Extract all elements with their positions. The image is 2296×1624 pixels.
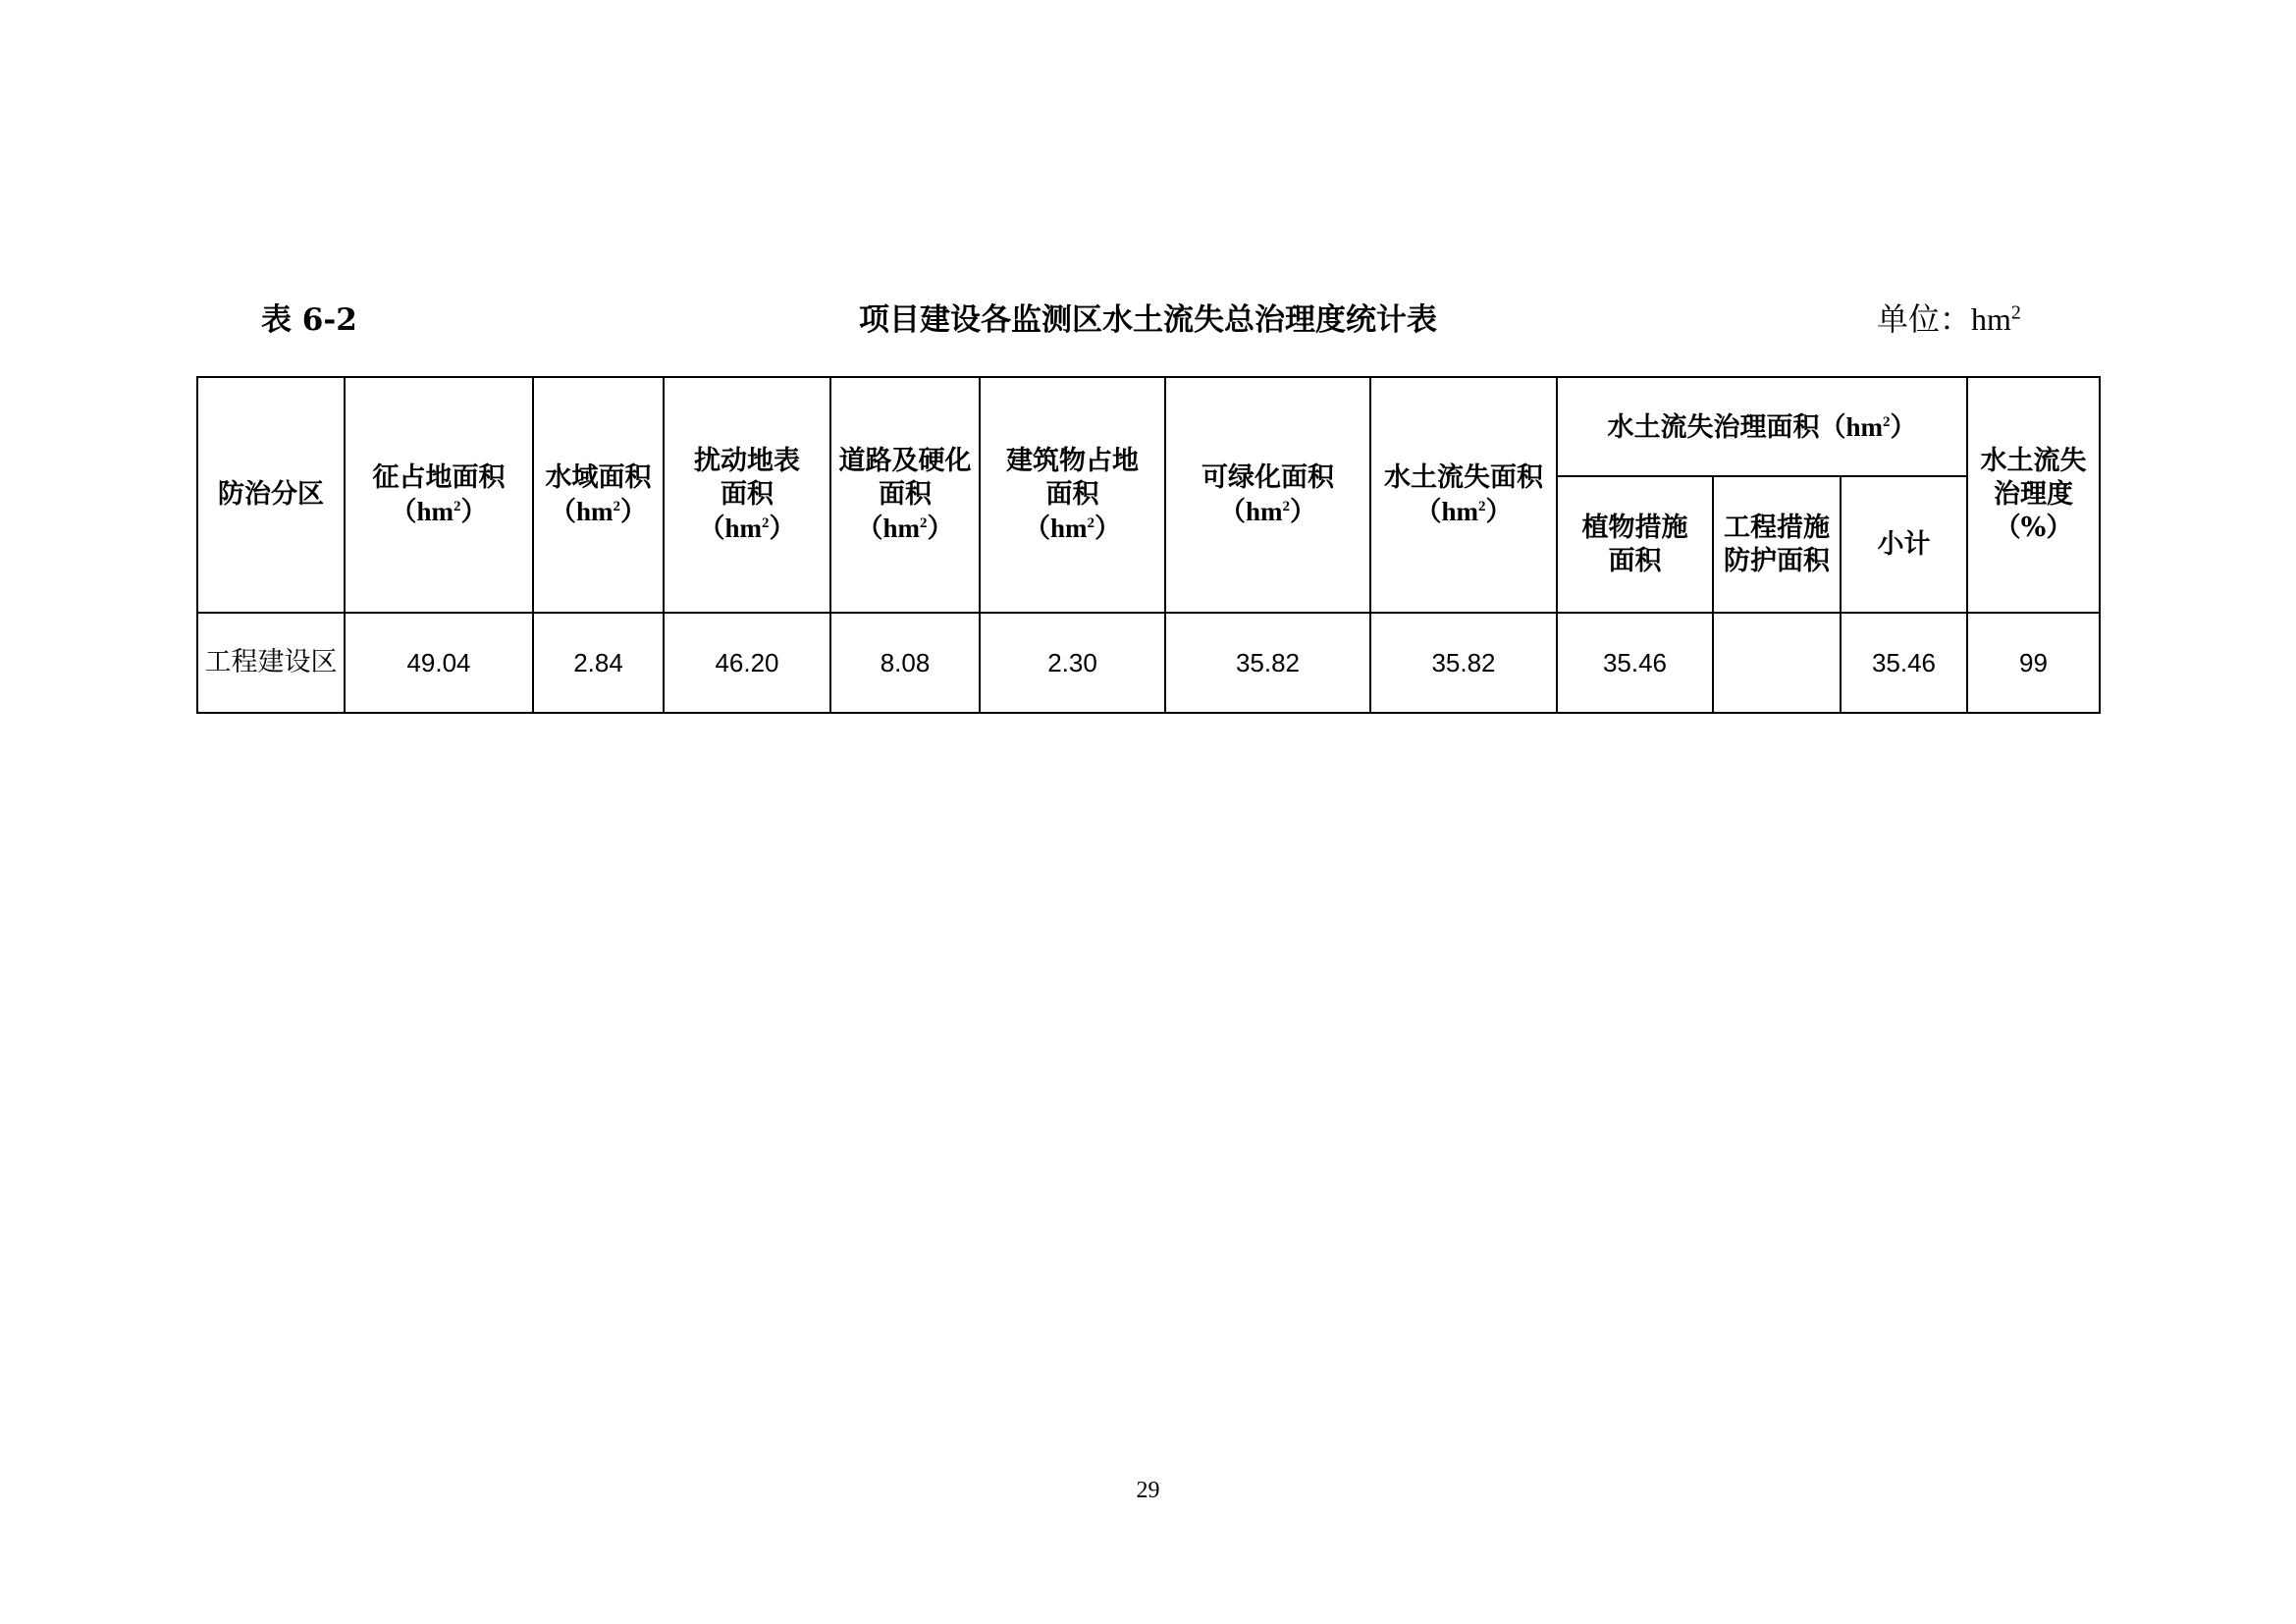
unit-label: 单位：hm xyxy=(1877,301,2011,337)
header-treated-area-group: 水土流失治理面积$(hm^2)$ xyxy=(1557,377,1967,476)
cell-water-area: 2.84 xyxy=(533,613,664,713)
cell-land-area: 49.04 xyxy=(345,613,533,713)
cell-erosion-area: 35.82 xyxy=(1370,613,1557,713)
header-building-area: 建筑物占地 面积 $(hm^2)$ xyxy=(980,377,1165,613)
header-disturbed-area: 扰动地表 面积 $(hm^2)$ xyxy=(664,377,830,613)
header-treatment-degree: 水土流失 治理度 （%） xyxy=(1967,377,2100,613)
table-row xyxy=(197,613,2100,713)
table-number: 表 6-2 xyxy=(261,302,357,338)
cell-building-area: 2.30 xyxy=(980,613,1165,713)
table-title: 项目建设各监测区水土流失总治理度统计表 xyxy=(859,302,1437,338)
cell-subtotal: 35.46 xyxy=(1841,613,1967,713)
page-number: 29 xyxy=(1136,1478,1160,1503)
header-zone: 防治分区 xyxy=(197,377,345,613)
unit-superscript: 2 xyxy=(2010,301,2021,324)
header-erosion-area: 水土流失面积 $(hm^2)$ xyxy=(1370,377,1557,613)
erosion-control-table xyxy=(196,376,2101,714)
header-water-area: 水域面积 $(hm^2)$ xyxy=(533,377,664,613)
cell-greenable-area: 35.82 xyxy=(1165,613,1370,713)
cell-disturbed-area: 46.20 xyxy=(664,613,830,713)
header-land-area: 征占地面积 $(hm^2)$ xyxy=(345,377,533,613)
header-road-area: 道路及硬化 面积 $(hm^2)$ xyxy=(830,377,980,613)
cell-zone: 工程建设区 xyxy=(197,613,345,713)
cell-road-area: 8.08 xyxy=(830,613,980,713)
header-subtotal: 小计 xyxy=(1841,476,1967,613)
cell-plant-measure-area: 35.46 xyxy=(1557,613,1713,713)
header-greenable-area: 可绿化面积 $(hm^2)$ xyxy=(1165,377,1370,613)
cell-treatment-degree: 99 xyxy=(1967,613,2100,713)
table-unit xyxy=(1877,295,2021,340)
header-plant-measure-area: 植物措施 面积 xyxy=(1557,476,1713,613)
header-engineering-measure-area: 工程措施 防护面积 xyxy=(1713,476,1841,613)
cell-engineering-measure-area xyxy=(1713,613,1841,713)
